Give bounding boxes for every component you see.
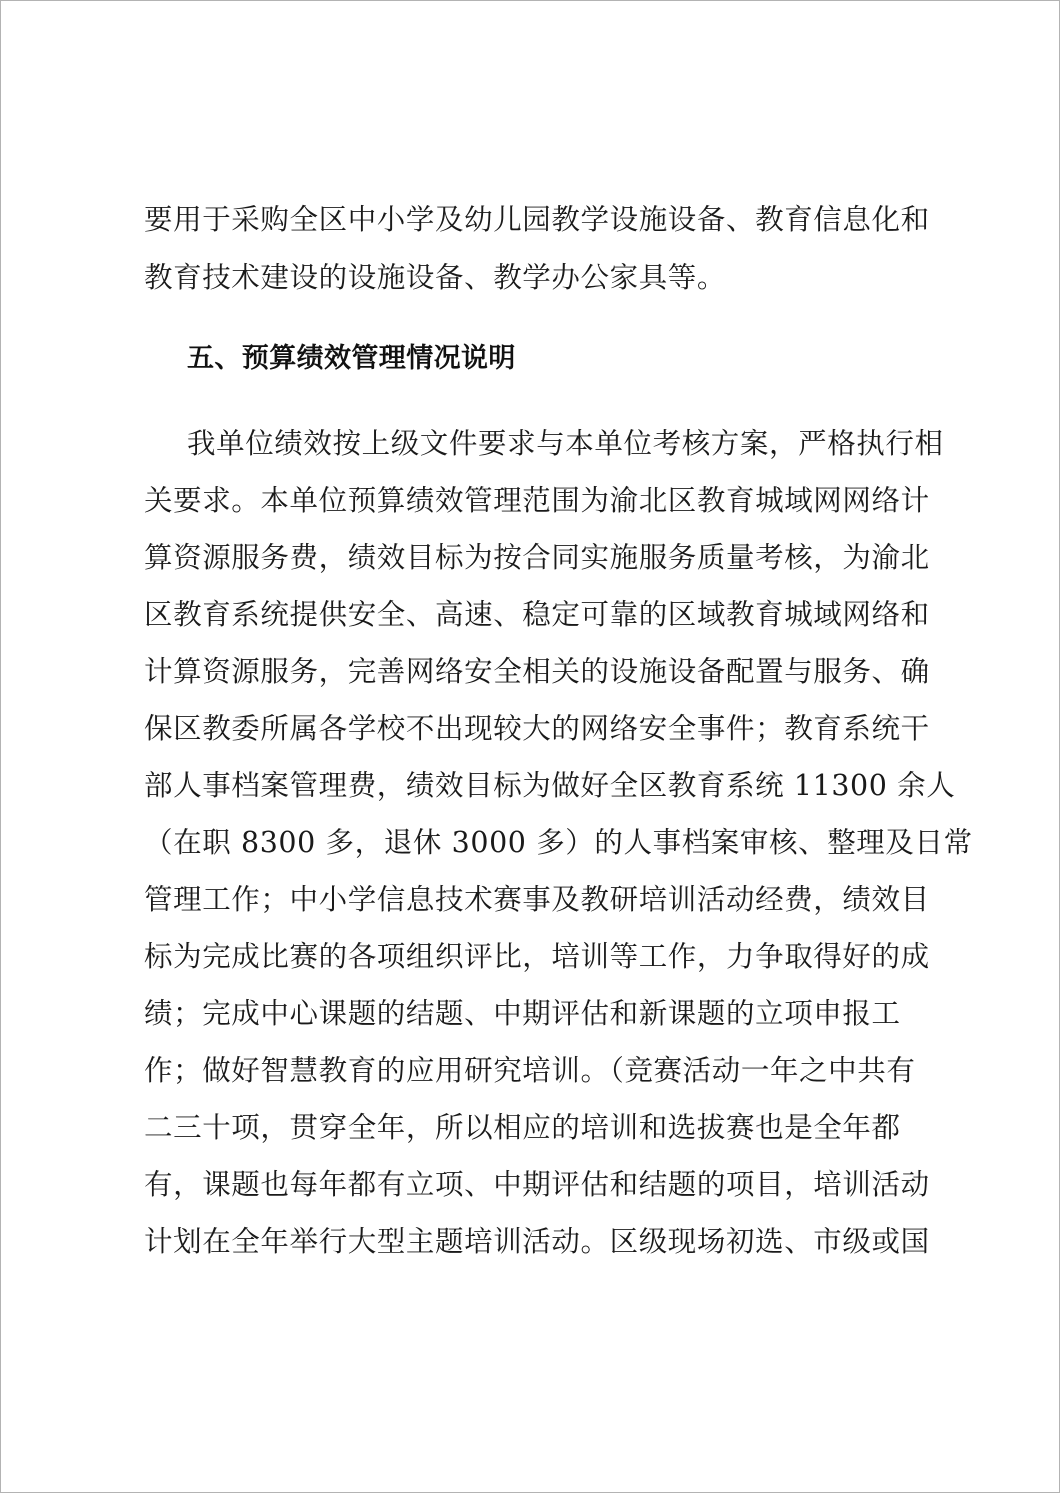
paragraph-line: 标为完成比赛的各项组织评比，培训等工作，力争取得好的成 (144, 940, 930, 973)
intro-line: 要用于采购全区中小学及幼儿园教学设施设备、教育信息化和 (144, 203, 930, 236)
paragraph-line: 区教育系统提供安全、高速、稳定可靠的区域教育城域网络和 (144, 598, 930, 631)
paragraph-line: 算资源服务费，绩效目标为按合同实施服务质量考核，为渝北 (144, 541, 930, 574)
paragraph-line: 关要求。本单位预算绩效管理范围为渝北区教育城域网网络计 (144, 484, 930, 517)
paragraph-line: 保区教委所属各学校不出现较大的网络安全事件；教育系统干 (144, 712, 930, 745)
paragraph-line: 计划在全年举行大型主题培训活动。区级现场初选、市级或国 (144, 1225, 930, 1258)
section-heading: 五、预算绩效管理情况说明 (187, 343, 516, 374)
paragraph-line: 绩；完成中心课题的结题、中期评估和新课题的立项申报工 (144, 997, 901, 1030)
intro-line: 教育技术建设的设施设备、教学办公家具等。 (144, 261, 727, 294)
paragraph-line: 有，课题也每年都有立项、中期评估和结题的项目，培训活动 (144, 1168, 930, 1201)
paragraph-line: 我单位绩效按上级文件要求与本单位考核方案，严格执行相 (187, 427, 944, 460)
paragraph-line: 管理工作；中小学信息技术赛事及教研培训活动经费，绩效目 (144, 883, 930, 916)
paragraph-line: 二三十项，贯穿全年，所以相应的培训和选拔赛也是全年都 (144, 1111, 901, 1144)
paragraph-line: 作；做好智慧教育的应用研究培训。（竞赛活动一年之中共有 (144, 1054, 916, 1087)
paragraph-line: 计算资源服务，完善网络安全相关的设施设备配置与服务、确 (144, 655, 930, 688)
paragraph-line: 部人事档案管理费，绩效目标为做好全区教育系统 11300 余人 (144, 769, 956, 802)
paragraph-line: （在职 8300 多，退休 3000 多）的人事档案审核、整理及日常 (144, 826, 973, 859)
